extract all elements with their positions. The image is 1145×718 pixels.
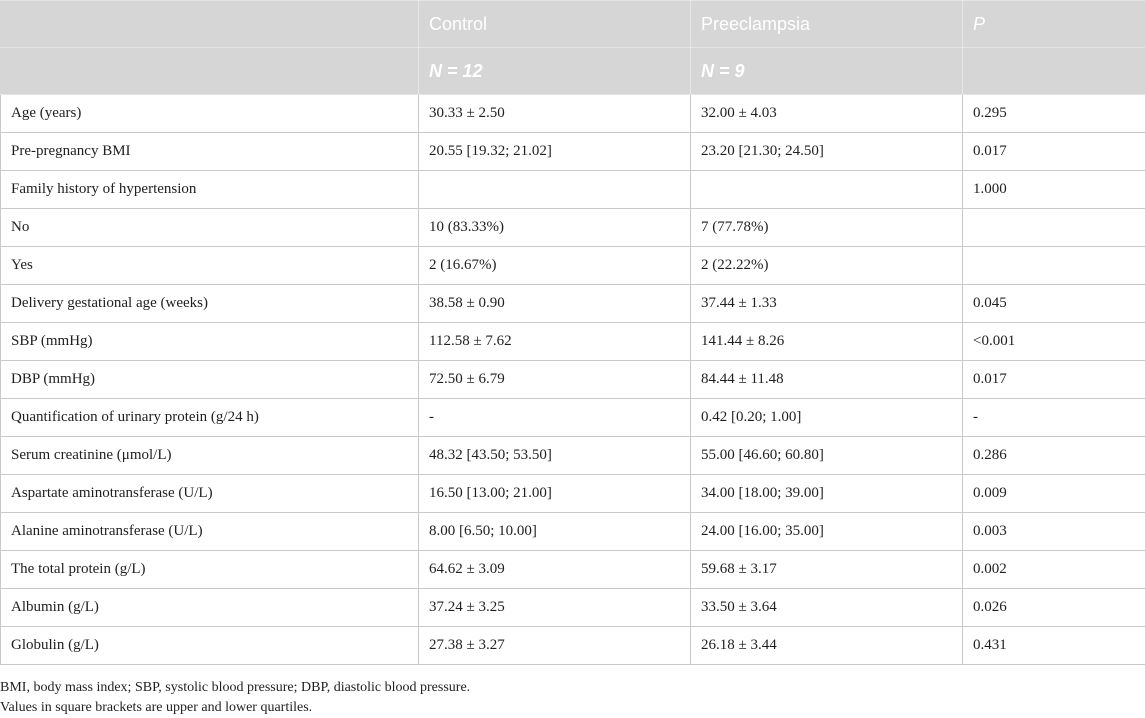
preeclampsia-value: 26.18 ± 3.44 [691, 627, 963, 665]
table-row [1, 171, 1145, 209]
p-value: 0.431 [963, 627, 1145, 665]
header-preeclampsia: Preeclampsia [691, 1, 963, 48]
table-row [1, 437, 1145, 475]
header-row-counts [1, 48, 1145, 95]
preeclampsia-value: 59.68 ± 3.17 [691, 551, 963, 589]
preeclampsia-value: 32.00 ± 4.03 [691, 95, 963, 133]
footnote-abbreviations: BMI, body mass index; SBP, systolic blood pressure; DBP, diastolic blood pressure. [0, 680, 471, 695]
control-value: 48.32 [43.50; 53.50] [419, 437, 691, 475]
p-value: 0.002 [963, 551, 1145, 589]
preeclampsia-value: 37.44 ± 1.33 [691, 285, 963, 323]
p-value: 0.286 [963, 437, 1145, 475]
p-value: 0.026 [963, 589, 1145, 627]
table-row [1, 551, 1145, 589]
row-label: Quantification of urinary protein (g/24 h) [1, 399, 419, 437]
preeclampsia-value: 141.44 ± 8.26 [691, 323, 963, 361]
row-label: The total protein (g/L) [1, 551, 419, 589]
preeclampsia-value [691, 171, 963, 209]
row-label: Globulin (g/L) [1, 627, 419, 665]
row-label: Delivery gestational age (weeks) [1, 285, 419, 323]
control-value: 27.38 ± 3.27 [419, 627, 691, 665]
table-header [1, 1, 1145, 95]
row-label: Pre-pregnancy BMI [1, 133, 419, 171]
p-value: <0.001 [963, 323, 1145, 361]
table-row [1, 209, 1145, 247]
table-row [1, 361, 1145, 399]
header-control: Control [419, 1, 691, 48]
table-row [1, 399, 1145, 437]
row-label: Yes [1, 247, 419, 285]
p-value: 0.295 [963, 95, 1145, 133]
row-label: No [1, 209, 419, 247]
p-value: 0.017 [963, 133, 1145, 171]
control-value: 2 (16.67%) [419, 247, 691, 285]
header-n-preeclampsia: N = 9 [691, 48, 963, 95]
control-value: 112.58 ± 7.62 [419, 323, 691, 361]
control-value [419, 171, 691, 209]
table-row [1, 589, 1145, 627]
table-row [1, 323, 1145, 361]
row-label: Serum creatinine (μmol/L) [1, 437, 419, 475]
p-value: 0.017 [963, 361, 1145, 399]
table-row [1, 627, 1145, 665]
header-n-control: N = 12 [419, 48, 691, 95]
p-value: 0.009 [963, 475, 1145, 513]
table-row [1, 285, 1145, 323]
row-label: SBP (mmHg) [1, 323, 419, 361]
table-row [1, 475, 1145, 513]
preeclampsia-value: 55.00 [46.60; 60.80] [691, 437, 963, 475]
preeclampsia-value: 2 (22.22%) [691, 247, 963, 285]
row-label: Alanine aminotransferase (U/L) [1, 513, 419, 551]
preeclampsia-value: 23.20 [21.30; 24.50] [691, 133, 963, 171]
p-value: - [963, 399, 1145, 437]
table-body [1, 95, 1145, 665]
preeclampsia-value: 0.42 [0.20; 1.00] [691, 399, 963, 437]
header-empty-cell [1, 48, 419, 95]
control-value: 10 (83.33%) [419, 209, 691, 247]
table-footnotes [0, 678, 470, 718]
table-row [1, 513, 1145, 551]
table-row [1, 133, 1145, 171]
p-value [963, 209, 1145, 247]
control-value: 64.62 ± 3.09 [419, 551, 691, 589]
header-empty-cell [963, 48, 1145, 95]
preeclampsia-value: 33.50 ± 3.64 [691, 589, 963, 627]
row-label: Family history of hypertension [1, 171, 419, 209]
control-value: 30.33 ± 2.50 [419, 95, 691, 133]
preeclampsia-value: 34.00 [18.00; 39.00] [691, 475, 963, 513]
preeclampsia-value: 24.00 [16.00; 35.00] [691, 513, 963, 551]
control-value: 37.24 ± 3.25 [419, 589, 691, 627]
control-value: - [419, 399, 691, 437]
header-empty-cell [1, 1, 419, 48]
header-p-value: P [963, 1, 1145, 48]
row-label: Albumin (g/L) [1, 589, 419, 627]
p-value: 0.045 [963, 285, 1145, 323]
p-value: 0.003 [963, 513, 1145, 551]
row-label: Aspartate aminotransferase (U/L) [1, 475, 419, 513]
control-value: 72.50 ± 6.79 [419, 361, 691, 399]
row-label: Age (years) [1, 95, 419, 133]
p-value: 1.000 [963, 171, 1145, 209]
table-row [1, 247, 1145, 285]
row-label: DBP (mmHg) [1, 361, 419, 399]
control-value: 16.50 [13.00; 21.00] [419, 475, 691, 513]
control-value: 8.00 [6.50; 10.00] [419, 513, 691, 551]
control-value: 20.55 [19.32; 21.02] [419, 133, 691, 171]
p-value [963, 247, 1145, 285]
preeclampsia-value: 84.44 ± 11.48 [691, 361, 963, 399]
footnote-quartiles: Values in square brackets are upper and lower quartiles. [0, 700, 313, 715]
header-row-groups [1, 1, 1145, 48]
preeclampsia-value: 7 (77.78%) [691, 209, 963, 247]
control-value: 38.58 ± 0.90 [419, 285, 691, 323]
table-row [1, 95, 1145, 133]
